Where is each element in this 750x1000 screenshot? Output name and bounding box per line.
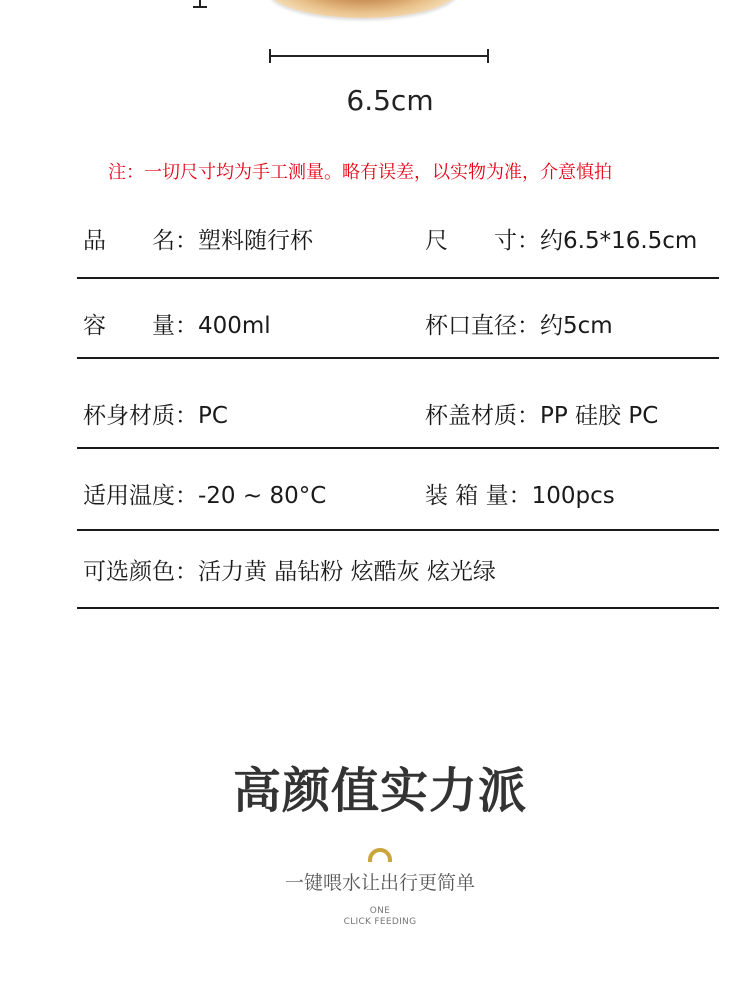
spec-mouth-diameter: 杯口直径：约5cm — [425, 313, 613, 339]
spec-row — [77, 531, 719, 609]
english-caption-line-2: CLICK FEEDING — [343, 917, 417, 927]
arc-icon — [368, 848, 392, 862]
height-dimension-tick — [193, 0, 207, 8]
spec-name: 品 名：塑料随行杯 — [83, 228, 313, 254]
spec-colors: 可选颜色：活力黄 晶钻粉 炫酷灰 炫光绿 — [83, 559, 496, 585]
spec-size: 尺 寸：约6.5*16.5cm — [425, 228, 698, 254]
spec-row — [77, 279, 719, 359]
cup-top-image — [268, 0, 458, 18]
width-dimension-label: 6.5cm — [346, 84, 434, 117]
spec-packing-quantity: 装 箱 量：100pcs — [425, 483, 615, 509]
spec-row — [77, 449, 719, 531]
section-subtitle: 一键喂水让出行更简单 — [284, 872, 475, 894]
section-headline: 高颜值实力派 — [232, 763, 527, 819]
spec-row — [77, 359, 719, 449]
width-dimension-line — [269, 49, 489, 63]
spec-capacity: 容 量：400ml — [83, 313, 271, 339]
spec-lid-material: 杯盖材质：PP 硅胶 PC — [425, 403, 659, 429]
spec-temperature: 适用温度：-20 ~ 80°C — [83, 483, 327, 509]
measurement-note: 注：一切尺寸均为手工测量。略有误差，以实物为准，介意慎拍 — [108, 162, 612, 183]
spec-table — [77, 210, 719, 609]
spec-row — [77, 210, 719, 279]
spec-body-material: 杯身材质：PC — [83, 403, 228, 429]
english-caption-line-1: ONE — [369, 906, 391, 916]
